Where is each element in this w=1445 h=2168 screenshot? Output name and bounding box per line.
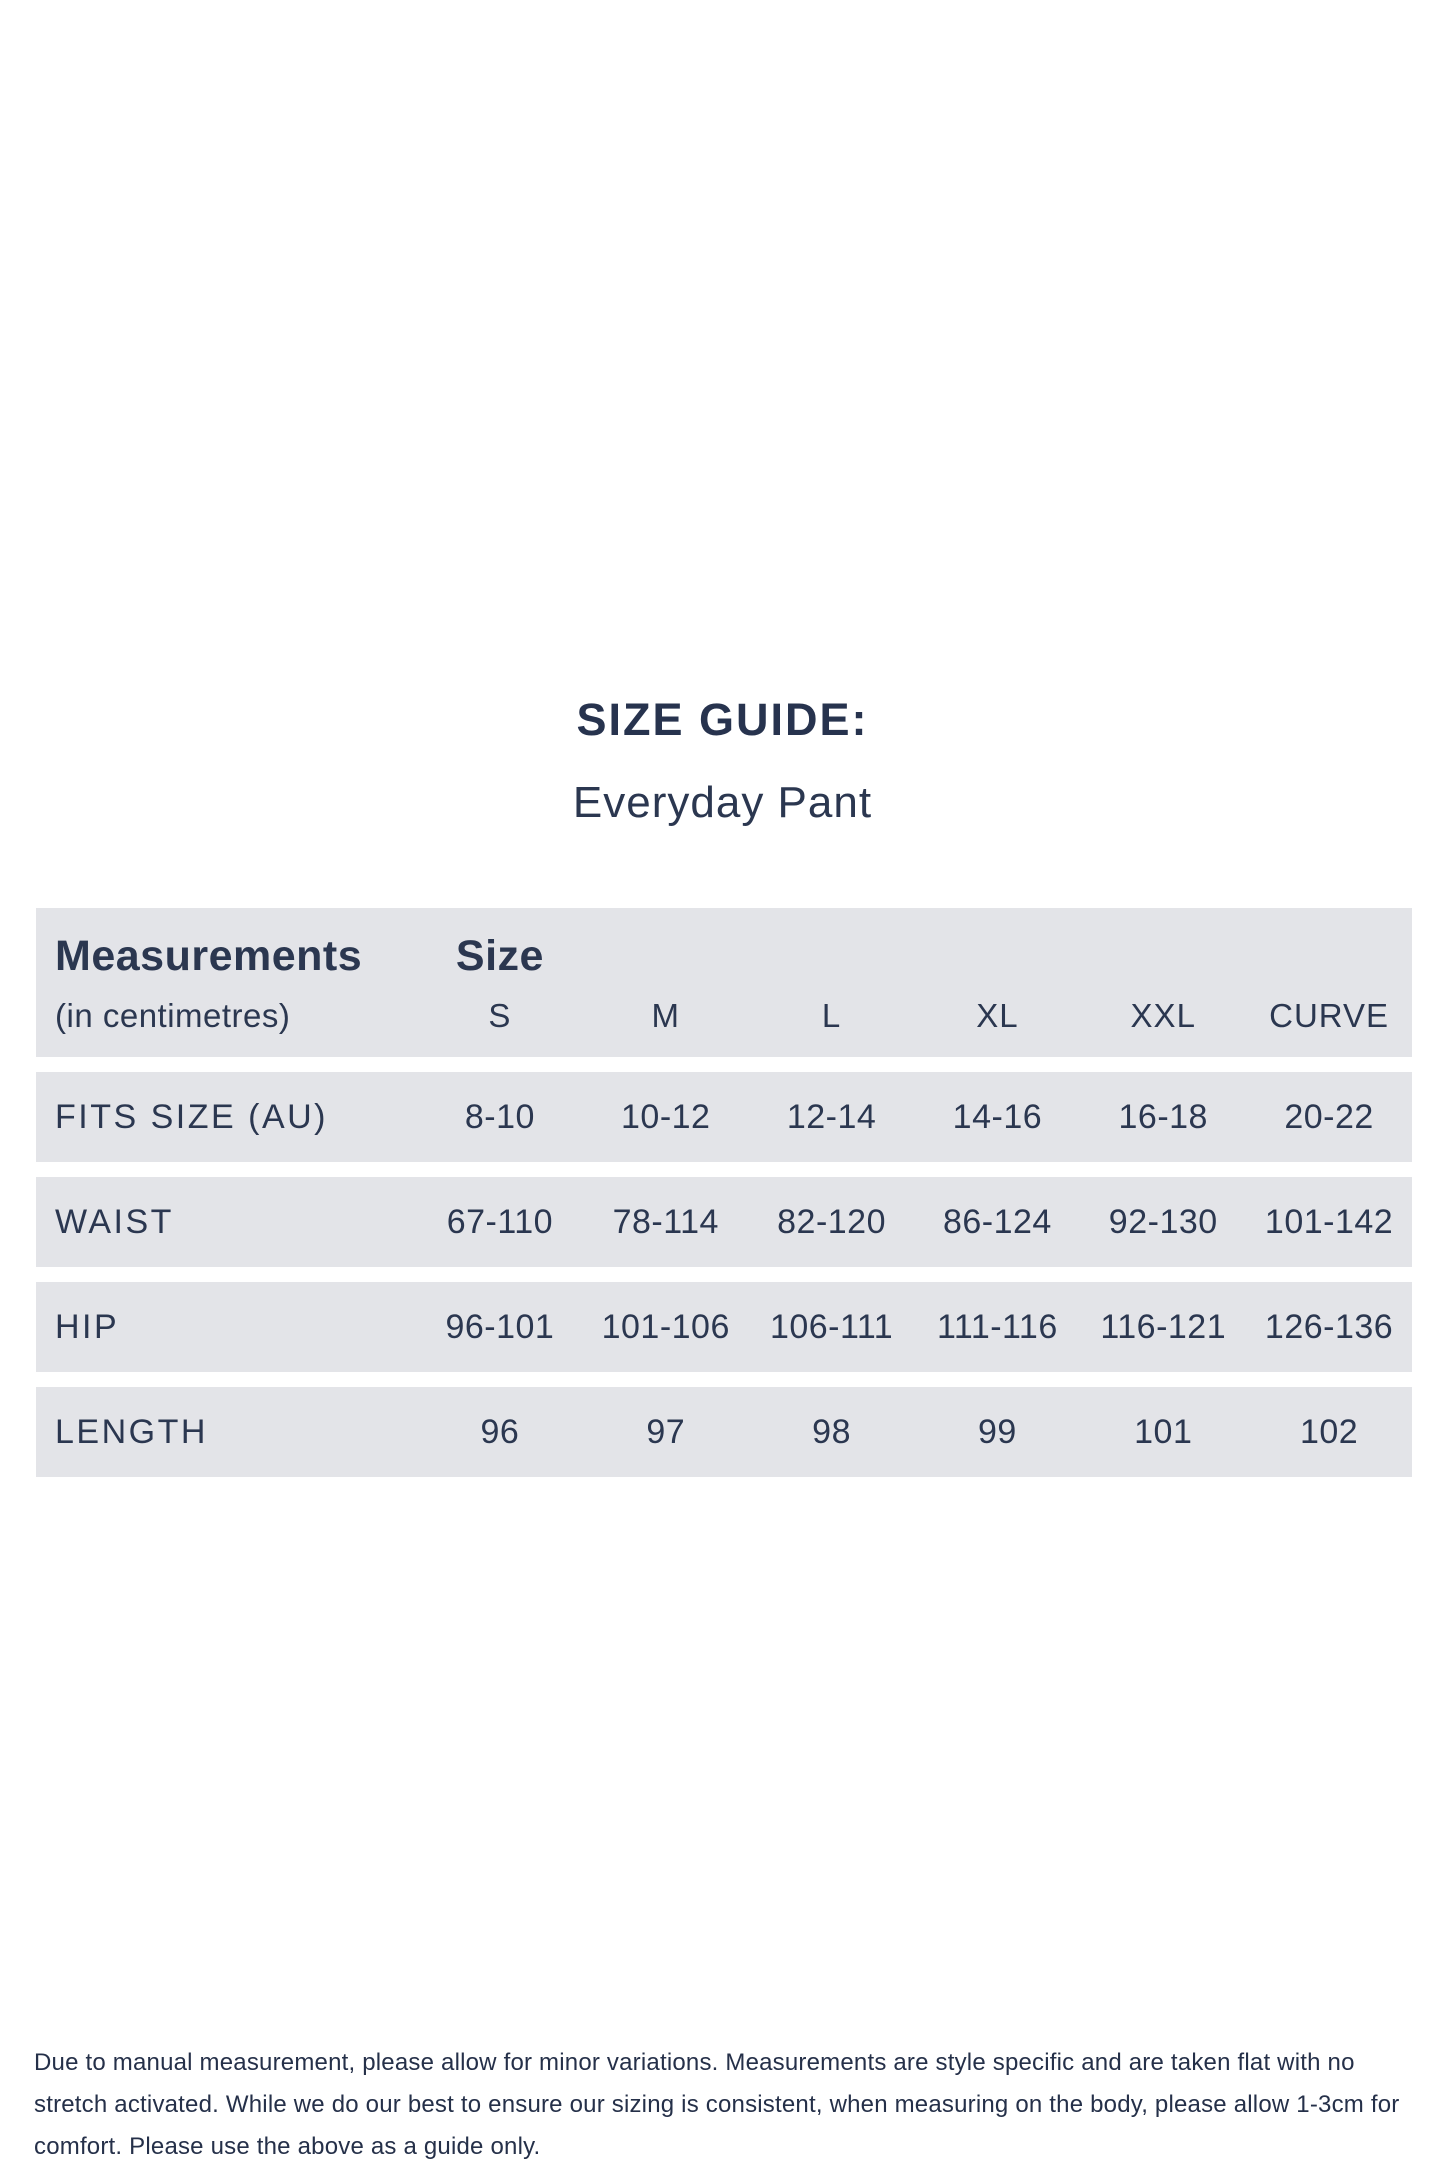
table-header-row-sizes bbox=[36, 997, 1412, 1035]
cell-length-curve: 102 bbox=[1299, 1412, 1359, 1451]
cell-length-l: 98 bbox=[812, 1412, 851, 1451]
size-column-header-s: S bbox=[488, 997, 512, 1034]
row-label: LENGTH bbox=[55, 1412, 208, 1451]
size-column-header-xl: XL bbox=[976, 997, 1019, 1034]
row-label: FITS SIZE (AU) bbox=[55, 1097, 328, 1136]
row-label: WAIST bbox=[55, 1202, 174, 1241]
measurement-disclaimer: Due to manual measurement, please allow for minor variations. Measurements are style specific and are taken flat with no stretch activated. While we do our best to ensure our sizing is consistent, when measuring on the body, please allow 1-3cm for comfort. Please use the above as a guide only. bbox=[34, 2049, 1400, 2160]
cell-hip-s: 96-101 bbox=[445, 1307, 555, 1346]
cell-length-m: 97 bbox=[646, 1412, 686, 1451]
cell-waist-xxl: 92-130 bbox=[1108, 1202, 1218, 1241]
cell-fits-size-curve: 20-22 bbox=[1284, 1097, 1374, 1136]
size-column-header-m: M bbox=[651, 997, 680, 1034]
cell-waist-xl: 86-124 bbox=[942, 1202, 1052, 1241]
cell-fits-size-l: 12-14 bbox=[786, 1097, 877, 1136]
size-guide-table bbox=[36, 908, 1412, 1477]
cell-waist-s: 67-110 bbox=[446, 1202, 554, 1241]
cell-waist-m: 78-114 bbox=[612, 1202, 719, 1241]
centimetres-sublabel: (in centimetres) bbox=[55, 997, 291, 1034]
cell-length-xl: 99 bbox=[977, 1412, 1017, 1451]
cell-length-xxl: 101 bbox=[1134, 1412, 1193, 1451]
size-column-header-curve: CURVE bbox=[1269, 997, 1390, 1034]
cell-fits-size-s: 8-10 bbox=[464, 1097, 535, 1136]
page-title: SIZE GUIDE: bbox=[576, 694, 869, 745]
cell-length-s: 96 bbox=[480, 1412, 520, 1451]
cell-fits-size-xxl: 16-18 bbox=[1118, 1097, 1208, 1136]
measurements-header: Measurements bbox=[55, 932, 363, 980]
table-header-row-titles bbox=[36, 932, 1412, 981]
cell-waist-l: 82-120 bbox=[777, 1202, 886, 1241]
cell-hip-xxl: 116-121 bbox=[1100, 1307, 1227, 1346]
table-header bbox=[36, 908, 1412, 1057]
table-row-fits-size bbox=[36, 1072, 1412, 1162]
table-row-waist bbox=[36, 1177, 1412, 1267]
table-row-length bbox=[36, 1387, 1412, 1477]
cell-hip-xl: 111-116 bbox=[937, 1307, 1058, 1346]
size-group-header: Size bbox=[455, 932, 544, 980]
cell-hip-l: 106-111 bbox=[769, 1307, 894, 1346]
page-subtitle: Everyday Pant bbox=[572, 778, 873, 827]
cell-hip-curve: 126-136 bbox=[1264, 1307, 1394, 1346]
cell-fits-size-m: 10-12 bbox=[621, 1097, 711, 1136]
size-column-header-l: L bbox=[821, 997, 842, 1034]
row-label: HIP bbox=[55, 1307, 120, 1346]
cell-hip-m: 101-106 bbox=[601, 1307, 730, 1346]
cell-waist-curve: 101-142 bbox=[1264, 1202, 1394, 1241]
cell-fits-size-xl: 14-16 bbox=[952, 1097, 1043, 1136]
table-row-hip bbox=[36, 1282, 1412, 1372]
size-column-header-xxl: XXL bbox=[1130, 997, 1196, 1034]
